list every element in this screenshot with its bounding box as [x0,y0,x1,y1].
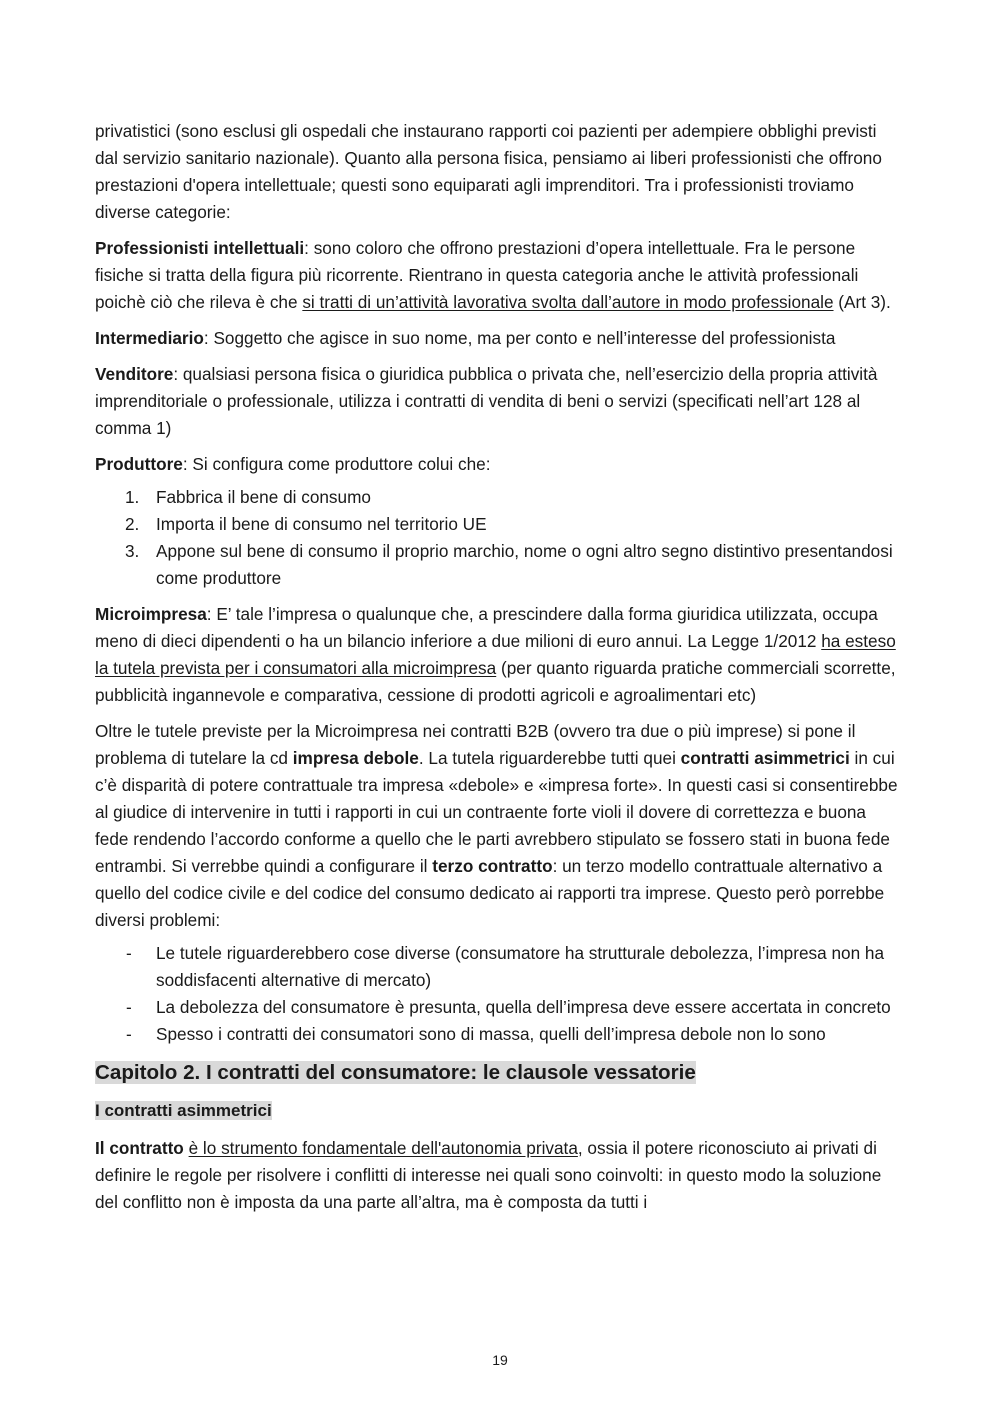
paragraph-produttore: Produttore: Si configura come produttore colui che: [95,454,491,474]
paragraph-microimpresa: Microimpresa: E’ tale l’impresa o qualunque che, a prescindere dalla forma giuridica utilizzata, occupa meno di dieci dipendenti o ha un bilancio inferiore a due milioni di euro annui. La Legge 1/2012 ha esteso la tutela prevista per i consumatori alla microimpresa (per quanto riguarda pratiche commerciali scorrette, pubblicità ingannevole e comparativa, cessione di prodotti agricoli e agroalimentari etc) [95,604,896,705]
list-item: 1. Fabbrica il bene di consumo [125,487,371,507]
underlined-phrase: ha esteso la tutela prevista per i consumatori alla microimpresa [95,631,896,678]
paragraph-impresa-debole: Oltre le tutele previste per la Microimpresa nei contratti B2B (ovvero tra due o più imprese) si pone il problema di tutelare la cd impresa debole. La tutela riguarderebbe tutti quei contratti asimmetrici in cui c’è disparità di potere contrattuale tra impresa «debole» e «impresa forte». In questi casi si consentirebbe al giudice di intervenire in tutti i rapporti in cui un contraente forte violi il dovere di correttezza e buona fede rendendo l’accordo conforme a quello che le parti avrebbero stipulato se fossero stati in buona fede entrambi. Si verrebbe quindi a configurare il terzo contratto: un terzo modello contrattuale alternativo a quello del codice civile e del codice del consumo dedicato ai rapporti tra imprese. Questo però porrebbe diversi problemi: [95,721,898,930]
term-impresa-debole: impresa debole [292,748,419,768]
underlined-phrase: si tratti di un’attività lavorativa svolta dall’autore in modo professionale [302,292,834,312]
section-heading: I contratti asimmetrici [95,1101,272,1120]
paragraph-intermediario: Intermediario: Soggetto che agisce in suo nome, ma per conto e nell’interesse del professionista [95,328,836,348]
problems-list [95,940,903,1048]
chapter-heading: Capitolo 2. I contratti del consumatore: le clausole vessatorie [95,1061,696,1084]
paragraph-contratto: Il contratto è lo strumento fondamentale dell'autonomia privata, ossia il potere riconosciuto ai privati di definire le regole per risolvere i conflitti di interesse nei quali sono coinvolti: in questo modo la soluzione del conflitto non è imposta da una parte all’altra, ma è composta da tutti i [95,1138,882,1212]
term-professionisti: Professionisti intellettuali [95,238,305,258]
paragraph-venditore: Venditore: qualsiasi persona fisica o giuridica pubblica o privata che, nell’esercizio della propria attività imprenditoriale o professionale, utilizza i contratti di vendita di beni o servizi (specificati nell’art 128 al comma 1) [95,364,878,438]
list-item: - Le tutele riguarderebbero cose diverse (consumatore ha strutturale debolezza, l’impresa non ha soddisfacenti alternative di mercato) [126,943,885,990]
term-intermediario: Intermediario [95,328,204,348]
list-item: 2. Importa il bene di consumo nel territorio UE [125,514,487,534]
term-microimpresa: Microimpresa [95,604,207,624]
intro-paragraph: privatistici (sono esclusi gli ospedali che instaurano rapporti coi pazienti per adempiere obblighi previsti dal servizio sanitario nazionale). Quanto alla persona fisica, pensiamo ai liberi professionisti che offrono prestazioni d'opera intellettuale; questi sono equiparati agli imprenditori. Tra i professionisti troviamo diverse categorie: [95,121,882,222]
page-number: 19 [492,1352,508,1368]
term-venditore: Venditore [95,364,174,384]
list-item: 3. Appone sul bene di consumo il proprio marchio, nome o ogni altro segno distintivo presentandosi come produttore [125,541,893,588]
produttore-list [95,484,903,592]
document-page [95,118,903,1225]
term-il-contratto: Il contratto [95,1138,184,1158]
list-item: - La debolezza del consumatore è presunta, quella dell’impresa deve essere accertata in concreto [126,997,891,1017]
paragraph-professionisti: Professionisti intellettuali: sono coloro che offrono prestazioni d’opera intellettuale. Fra le persone fisiche si tratta della figura più ricorrente. Rientrano in questa categoria anche le attività professionali poichè ciò che rileva è che si tratti di un’attività lavorativa svolta dall’autore in modo professionale (Art 3). [95,238,891,312]
list-item: - Spesso i contratti dei consumatori sono di massa, quelli dell’impresa debole non lo sono [126,1024,826,1044]
term-produttore: Produttore [95,454,183,474]
underlined-phrase: è lo strumento fondamentale dell'autonomia privata [188,1138,578,1158]
term-terzo-contratto: terzo contratto [432,856,553,876]
term-contratti-asimmetrici: contratti asimmetrici [680,748,850,768]
